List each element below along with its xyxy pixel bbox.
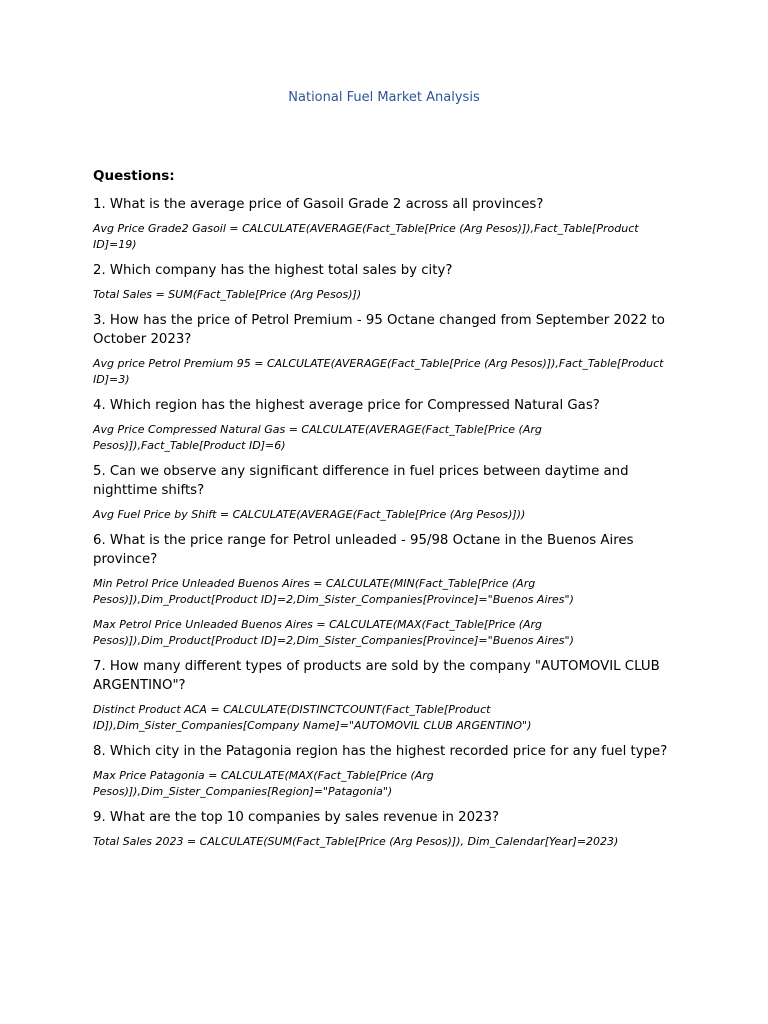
question-item-5 xyxy=(93,462,678,523)
question-text: 6. What is the price range for Petrol unleaded - 95/98 Octane in the Buenos Aires province? xyxy=(93,533,634,567)
dax-formula: Avg price Petrol Premium 95 = CALCULATE(AVERAGE(Fact_Table[Price (Arg Pesos)]),Fact_Table[Product ID]=3) xyxy=(93,357,664,386)
dax-formula: Total Sales = SUM(Fact_Table[Price (Arg Pesos)]) xyxy=(93,288,362,301)
question-item-6 xyxy=(93,531,678,649)
question-text: 7. How many different types of products are sold by the company "AUTOMOVIL CLUB ARGENTINO"? xyxy=(93,659,660,693)
dax-formula: Avg Price Compressed Natural Gas = CALCULATE(AVERAGE(Fact_Table[Price (Arg Pesos)]),Fact_Table[Product ID]=6) xyxy=(93,423,542,452)
document-title: National Fuel Market Analysis xyxy=(288,90,480,105)
question-item-9 xyxy=(93,808,678,850)
question-text: 9. What are the top 10 companies by sales revenue in 2023? xyxy=(93,810,500,825)
question-item-3 xyxy=(93,311,678,388)
dax-formula-min: Min Petrol Price Unleaded Buenos Aires = CALCULATE(MIN(Fact_Table[Price (Arg Pesos)]),Dim_Product[Product ID]=2,Dim_Sister_Companies[Province]="Buenos Aires") xyxy=(93,577,574,606)
question-text: 5. Can we observe any significant difference in fuel prices between daytime and nighttime shifts? xyxy=(93,464,629,498)
question-item-7 xyxy=(93,657,678,734)
questions-heading: Questions: xyxy=(93,168,175,184)
document-body xyxy=(93,167,678,858)
dax-formula: Avg Price Grade2 Gasoil = CALCULATE(AVERAGE(Fact_Table[Price (Arg Pesos)]),Fact_Table[Product ID]=19) xyxy=(93,222,639,251)
question-item-1 xyxy=(93,195,678,253)
dax-formula: Max Price Patagonia = CALCULATE(MAX(Fact_Table[Price (Arg Pesos)]),Dim_Sister_Companies[Region]="Patagonia") xyxy=(93,769,434,798)
question-text: 2. Which company has the highest total sales by city? xyxy=(93,263,453,278)
dax-formula: Total Sales 2023 = CALCULATE(SUM(Fact_Table[Price (Arg Pesos)]), Dim_Calendar[Year]=2023) xyxy=(93,835,619,848)
question-item-4 xyxy=(93,396,678,454)
dax-formula: Avg Fuel Price by Shift = CALCULATE(AVERAGE(Fact_Table[Price (Arg Pesos)])) xyxy=(93,508,526,521)
question-text: 1. What is the average price of Gasoil Grade 2 across all provinces? xyxy=(93,197,544,212)
question-text: 8. Which city in the Patagonia region has the highest recorded price for any fuel type? xyxy=(93,744,668,759)
question-item-8 xyxy=(93,742,678,800)
question-text: 4. Which region has the highest average price for Compressed Natural Gas? xyxy=(93,398,600,413)
dax-formula-max: Max Petrol Price Unleaded Buenos Aires = CALCULATE(MAX(Fact_Table[Price (Arg Pesos)]),Dim_Product[Product ID]=2,Dim_Sister_Companies[Province]="Buenos Aires") xyxy=(93,618,574,647)
dax-formula: Distinct Product ACA = CALCULATE(DISTINCTCOUNT(Fact_Table[Product ID]),Dim_Sister_Companies[Company Name]="AUTOMOVIL CLUB ARGENTINO") xyxy=(93,703,532,732)
question-text: 3. How has the price of Petrol Premium - 95 Octane changed from September 2022 to October 2023? xyxy=(93,313,665,347)
question-item-2 xyxy=(93,261,678,303)
